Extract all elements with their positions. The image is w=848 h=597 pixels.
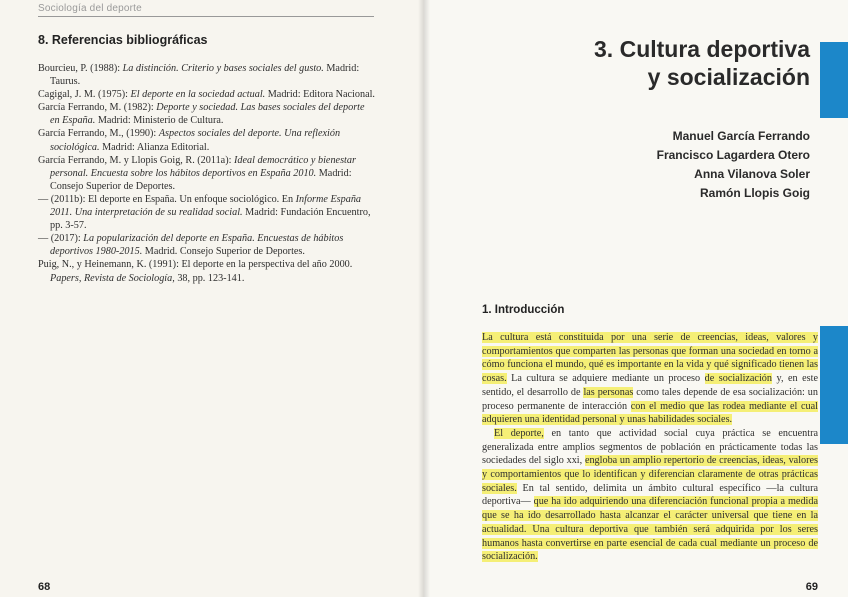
author-name: Ramón Llopis Goig [700,186,810,200]
body-text-run: y, en este sentido, el desarrollo de [482,373,819,398]
reference-text: — (2017): [38,233,84,245]
page-number-right: 69 [805,581,818,593]
reference-text: Madrid: Consejo Superior de Deportes. [50,167,352,192]
body-text-run: como tales depende de esa socialización: un proceso permanente de interacción [482,386,818,412]
intro-heading: 1. Introducción [482,304,565,316]
book-gutter [418,0,430,597]
body-text-run: en tanto que actividad social cuya práctica se encuentra generalizada entre amplios segmentos de población en prácticamente todas las sociedades del siglo xxi, [482,427,818,467]
reference-entry [38,62,376,88]
reference-title: Ideal democrático y bienestar personal. Encuesta sobre los hábitos deportivos en España 2010. [50,154,356,179]
section-title: 8. Referencias bibliográficas [38,33,208,47]
reference-text: García Ferrando, M. y Llopis Goig, R. (2011a): [38,154,234,166]
author-list [657,127,810,203]
reference-text: Madrid: Editora Nacional. [265,89,375,101]
chapter-title [594,35,810,91]
reference-title: El deporte en la sociedad actual. [130,89,266,101]
chapter-title-line1: 3. Cultura deportiva [594,36,810,62]
reference-text: Madrid: Alianza Editorial. [99,141,210,153]
highlighted-text: engloba un amplio repertorio de creencias, ideas, valores y comportamientos que lo identifican y diferencian claramente de otras prácticas sociales. [482,455,819,494]
reference-text: 38, pp. 123-141. [174,272,245,284]
reference-title: Papers, Revista de Sociología, [50,272,175,284]
reference-title: La distinción. Criterio y bases sociales del gusto. [122,63,324,74]
body-text-run: La cultura se adquiere mediante un proceso [506,373,705,385]
highlighted-text: El deporte, [494,427,544,439]
body-paragraph [482,427,818,564]
header-rule [38,16,374,17]
reference-title: Aspectos sociales del deporte. Una reflexión sociológica. [50,128,341,153]
running-head: Sociología del deporte [38,3,142,14]
author-name: Manuel García Ferrando [672,129,810,143]
reference-text: Bourcieu, P. (1988): [38,63,123,74]
body-text-run: En tal sentido, delimita un ámbito cultural específico —la cultura deportiva— [482,482,818,508]
reference-text: — (2011b): El deporte en España. Un enfoque sociológico. En [38,193,296,205]
reference-entry [38,127,376,153]
reference-list [38,62,376,285]
reference-text: García Ferrando, M., (1990): [38,128,159,140]
highlighted-text: La cultura está constituida por una serie de creencias, ideas, valores y comportamientos que comparten las personas que forman una sociedad en torno a cómo funciona el mundo, qué es importante en la vida y qué significado tienen las cosas. [482,332,818,385]
reference-text: Madrid: Taurus. [50,63,360,88]
section-accent-tab [820,326,848,444]
author-name: Anna Vilanova Soler [694,167,810,181]
body-paragraph [482,331,818,427]
reference-title: Informe España 2011. Una interpretación de su realidad social. [50,193,362,219]
chapter-accent-tab [820,42,848,118]
reference-title: La popularización del deporte en España. Encuestas de hábitos deportivos 1980-2015. [50,233,344,258]
highlighted-text: de socialización [704,373,772,385]
page-number-left: 68 [38,581,51,593]
reference-text: Madrid. Consejo Superior de Deportes. [142,246,305,258]
author-name: Francisco Lagardera Otero [656,148,810,162]
reference-text: Puig, N., y Heinemann, K. (1991): El deporte en la perspectiva del año 2000. [38,259,353,271]
reference-entry [38,101,376,127]
intro-body-text [482,331,818,564]
highlighted-text: que ha ido adquiriendo una diferenciación funcional propia a medida que se ha ido desarrollado hasta alcanzar el carácter universal que tiene en la actualidad. Una cultura deportiva que también será adquirida por los seres humanos hasta convertirse en parte esencial de cada cual mediante un proceso de socialización. [482,496,818,563]
reference-entry [38,258,376,284]
highlighted-text: con el medio que las rodea mediante el cual adquieren una identidad personal y unas habilidades sociales. [482,400,818,426]
reference-entry [38,193,376,232]
reference-entry [38,232,376,258]
reference-title: Deporte y sociedad. Las bases sociales del deporte en España. [50,102,365,127]
reference-text: Madrid: Fundación Encuentro, pp. 3-57. [50,207,371,232]
reference-text: Cagigal, J. M. (1975): [38,89,131,101]
reference-text: Madrid: Ministerio de Cultura. [95,115,224,127]
reference-entry [38,154,376,193]
chapter-title-line2: y socialización [647,64,810,90]
reference-text: García Ferrando, M. (1982): [38,102,157,114]
highlighted-text: las personas [583,386,634,398]
reference-entry [38,88,376,101]
right-page [424,0,848,597]
